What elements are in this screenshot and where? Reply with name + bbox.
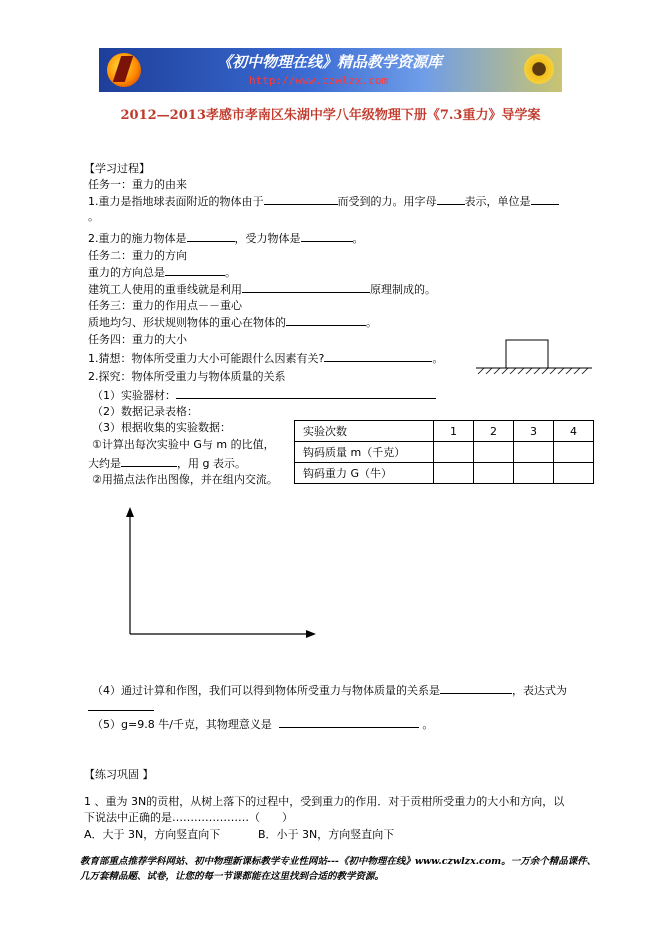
question-7: 2.探究：物体所受重力与物体质量的关系: [88, 370, 286, 383]
answer-blank[interactable]: [440, 683, 512, 694]
answer-blank[interactable]: [437, 194, 465, 205]
table-cell[interactable]: [514, 442, 554, 463]
table-header-label: 实验次数: [295, 421, 434, 442]
data-record-table: [294, 420, 594, 484]
answer-blank[interactable]: [301, 231, 353, 242]
table-col-header: 2: [474, 421, 514, 442]
answer-blank[interactable]: [279, 717, 419, 728]
weight-row-label: 钩码重力 G（牛）: [295, 463, 434, 484]
task-3-heading: 任务三：重力的作用点－－重心: [88, 299, 242, 312]
table-cell[interactable]: [434, 442, 474, 463]
header-banner: [99, 48, 562, 92]
x-axis-arrow-icon: [306, 630, 316, 638]
question-8: （1）实验器材：: [92, 388, 436, 403]
question-13: ②用描点法作出图像，并在组内交流。: [92, 473, 278, 486]
answer-blank[interactable]: [242, 282, 370, 293]
table-col-header: 1: [434, 421, 474, 442]
table-row: [295, 463, 594, 484]
answer-blank[interactable]: [165, 265, 225, 276]
table-row: [295, 442, 594, 463]
table-cell[interactable]: [434, 463, 474, 484]
question-11: ①计算出每次实验中 G与 m 的比值，: [92, 438, 275, 451]
table-col-header: 3: [514, 421, 554, 442]
banner-url[interactable]: http://www.czwlzx.com: [249, 74, 389, 87]
option-a[interactable]: A．大于 3N，方向竖直向下: [84, 828, 221, 841]
section-heading-practice: 【练习巩固 】: [84, 768, 154, 781]
question-15: （5）g=9.8 牛/千克，其物理意义是 。: [92, 718, 434, 731]
sunflower-icon: [524, 54, 554, 84]
task-4-heading: 任务四：重力的大小: [88, 333, 187, 346]
table-cell[interactable]: [554, 463, 594, 484]
question-6: 1.猜想：物体所受重力大小可能跟什么因素有关? 。: [88, 352, 444, 365]
table-col-header: 4: [554, 421, 594, 442]
answer-blank[interactable]: [88, 700, 154, 711]
mass-row-label: 钩码质量 m（千克）: [295, 442, 434, 463]
practice-question-1-cont: 下说法中正确的是…………………（ ）: [84, 811, 293, 824]
document-title: 2012—2013孝感市孝南区朱湖中学八年级物理下册《7.3重力》导学案: [120, 108, 541, 123]
task-1-heading: 任务一：重力的由来: [88, 178, 187, 191]
answer-blank[interactable]: [187, 231, 235, 242]
question-1-end: 。: [88, 210, 99, 223]
banner-title: 《初中物理在线》精品教学资源库: [217, 53, 443, 71]
question-10: （3）根据收集的实验数据：: [92, 421, 231, 434]
surface-hatching: [478, 368, 588, 374]
y-axis-arrow-icon: [126, 507, 134, 517]
question-9: （2）数据记录表格：: [92, 405, 198, 418]
answer-blank[interactable]: [324, 351, 432, 362]
answer-blank[interactable]: [531, 194, 559, 205]
question-4: 建筑工人使用的重垂线就是利用 原理制成的。: [88, 283, 436, 296]
block-shape: [506, 340, 548, 368]
table-row: [295, 421, 594, 442]
question-12: 大约是 ，用 g 表示。: [88, 457, 246, 470]
question-1: 1.重力是指地球表面附近的物体由于 而受到的力。用字母 表示，单位是: [88, 194, 559, 209]
table-cell[interactable]: [514, 463, 554, 484]
answer-blank[interactable]: [264, 194, 338, 205]
answer-blank[interactable]: [176, 388, 436, 399]
graph-axes[interactable]: [120, 505, 320, 643]
question-3: 重力的方向总是 。: [88, 266, 236, 279]
task-2-heading: 任务二：重力的方向: [88, 249, 187, 262]
question-2: 2.重力的施力物体是 ，受力物体是 。: [88, 232, 364, 245]
option-b[interactable]: B．小于 3N，方向竖直向下: [258, 828, 395, 841]
table-cell[interactable]: [474, 463, 514, 484]
answer-blank[interactable]: [286, 315, 366, 326]
question-5: 质地均匀、形状规则物体的重心在物体的 。: [88, 316, 377, 329]
answer-blank[interactable]: [121, 456, 177, 467]
question-14-expression: [88, 700, 154, 715]
table-cell[interactable]: [474, 442, 514, 463]
table-cell[interactable]: [554, 442, 594, 463]
question-14: （4）通过计算和作图，我们可以得到物体所受重力与物体质量的关系是 ，表达式为: [92, 684, 567, 697]
footer-note: 教育部重点推荐学科网站、初中物理新课标教学专业性网站---《初中物理在线》www.czwlzx.com。一万余个精品课件、几万套精品题、试卷，让您的每一节课都能在这里找到合适的教学资源。: [80, 856, 597, 882]
block-on-surface-figure: [474, 338, 594, 378]
section-heading-process: 【学习过程】: [84, 162, 150, 175]
practice-question-1: 1 、重为 3N的贡柑，从树上落下的过程中，受到重力的作用．对于贡柑所受重力的大小和方向，以: [84, 795, 565, 808]
